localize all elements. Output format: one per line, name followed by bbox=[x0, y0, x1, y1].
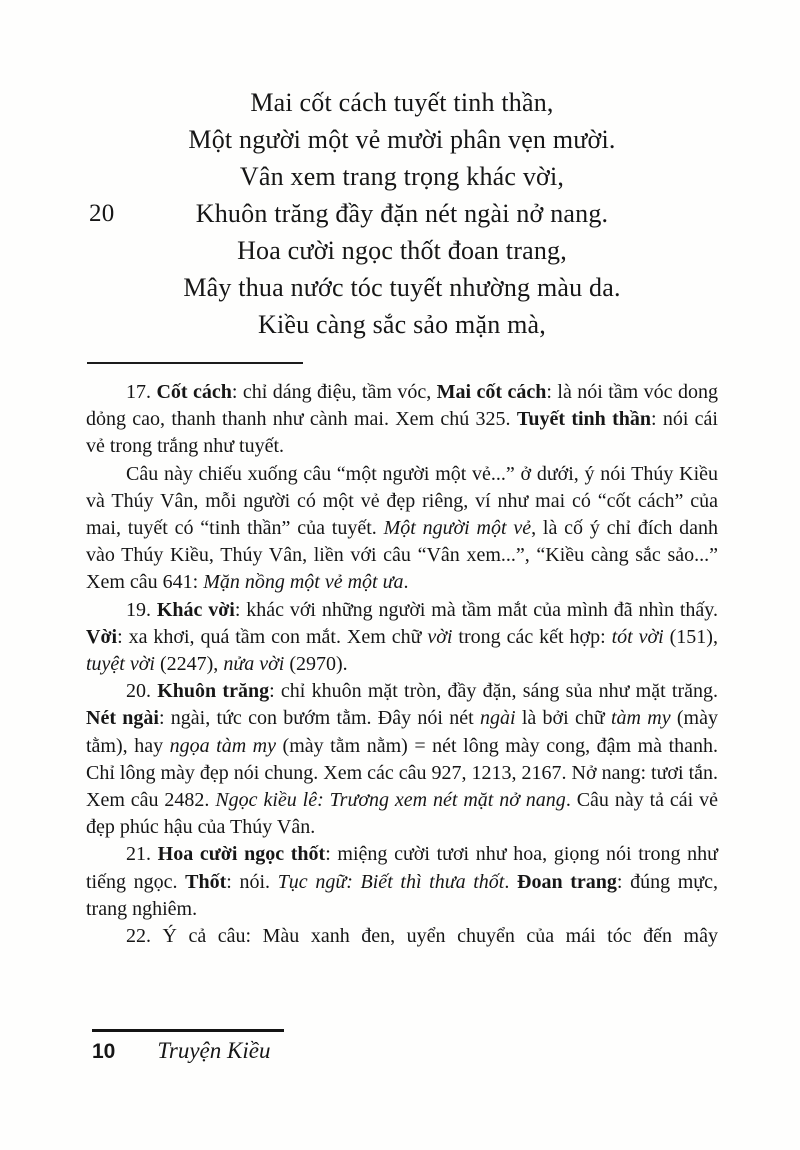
text-segment: Một người một vẻ bbox=[383, 517, 532, 540]
text-segment: ngài bbox=[479, 707, 516, 730]
verse-text: Một người một vẻ mười phân vẹn mười. bbox=[188, 125, 616, 154]
text-segment: nửa vời bbox=[223, 653, 285, 676]
verse-block bbox=[87, 84, 717, 343]
book-title: Truyện Kiều bbox=[157, 1038, 271, 1063]
text-segment: Khác vời bbox=[156, 598, 235, 621]
text-segment: : nói cái vẻ trong trắng như tuyết. bbox=[86, 408, 718, 458]
verse-line bbox=[87, 84, 717, 121]
footnote-21 bbox=[86, 841, 718, 923]
verse-text: Vân xem trang trọng khác vời, bbox=[239, 162, 565, 191]
text-segment: . Câu này tả cái vẻ đẹp phúc hậu của Thúy Vân. bbox=[86, 789, 719, 839]
text-segment: tuyệt vời bbox=[86, 653, 155, 676]
text-segment: : nói. bbox=[226, 870, 278, 893]
text-segment: (mày tằm), hay bbox=[86, 707, 718, 757]
text-segment: Mai cốt cách bbox=[436, 381, 547, 403]
page-footer bbox=[92, 1038, 270, 1064]
text-segment: (mày tằm nằm) = nét lông mày cong, đậm mà thanh. Chỉ lông mày đẹp nói chung. Xem các câu 927, 1213, 2167. Nở nang: tươi tắn. Xem câu 2482. bbox=[86, 734, 718, 812]
text-segment: Tuyết tinh thần bbox=[516, 408, 651, 431]
verse-line bbox=[87, 306, 717, 343]
text-segment: . bbox=[403, 571, 409, 594]
text-segment: Câu này chiếu xuống câu “một người một vẻ...” ở dưới, ý nói Thúy Kiều và Thúy Vân, mỗi người có một vẻ đẹp riêng, ví như mai có “cốt cách” của mai, tuyết có “tinh thần” của tuyết. bbox=[86, 462, 718, 540]
verse-text: Mây thua nước tóc tuyết nhường màu da. bbox=[183, 273, 621, 302]
text-segment: Hoa cười ngọc thốt bbox=[157, 843, 326, 866]
text-segment: Mặn nồng một vẻ một ưa bbox=[203, 571, 404, 594]
text-segment: : đúng mực, trang nghiêm. bbox=[86, 870, 718, 920]
text-segment: . bbox=[504, 870, 517, 893]
verse-line bbox=[87, 195, 717, 232]
text-segment: 22. Ý cả câu: Màu xanh đen, uyển chuyển của mái tóc đến mây bbox=[126, 925, 718, 948]
text-segment: (151), bbox=[663, 625, 718, 648]
text-segment: Ngọc kiều lê: Trương xem nét mặt nở nang bbox=[215, 789, 566, 812]
text-segment: : miệng cười tươi như hoa, giọng nói trong như tiếng ngọc. bbox=[86, 843, 719, 893]
verse-line bbox=[87, 158, 717, 195]
text-segment: 19. bbox=[126, 598, 157, 621]
text-segment: Tục ngữ: Biết thì thưa thốt bbox=[277, 870, 505, 893]
text-segment: Khuôn trăng bbox=[157, 680, 270, 703]
page-number: 10 bbox=[92, 1040, 116, 1063]
verse-text: Khuôn trăng đầy đặn nét ngài nở nang. bbox=[195, 199, 609, 228]
text-segment: tót vời bbox=[611, 625, 664, 648]
footer-rule bbox=[92, 1029, 284, 1032]
footnote-17 bbox=[86, 379, 718, 461]
text-segment: ngọa tàm my bbox=[169, 734, 277, 757]
text-segment: Cốt cách bbox=[156, 381, 232, 403]
text-segment: 21. bbox=[126, 843, 158, 866]
verse-text: Hoa cười ngọc thốt đoan trang, bbox=[237, 236, 567, 265]
footnote-divider bbox=[87, 362, 303, 364]
footnote-22 bbox=[86, 923, 718, 950]
verse-line bbox=[87, 232, 717, 269]
text-segment: 20. bbox=[126, 680, 158, 703]
text-segment: : chỉ dáng điệu, tầm vóc, bbox=[231, 381, 437, 403]
text-segment: Vời bbox=[86, 625, 118, 648]
verse-line bbox=[87, 121, 717, 158]
text-segment: tàm my bbox=[610, 707, 671, 730]
footnote-17-continuation bbox=[86, 461, 718, 597]
verse-text: Kiều càng sắc sảo mặn mà, bbox=[257, 310, 546, 339]
footnote-19 bbox=[86, 597, 718, 679]
text-segment: (2247), bbox=[154, 653, 224, 676]
footnotes-block bbox=[86, 379, 718, 950]
verse-line bbox=[87, 269, 717, 306]
text-segment: là bởi chữ bbox=[515, 707, 611, 730]
footnote-20 bbox=[86, 678, 718, 841]
text-segment: vời bbox=[427, 625, 453, 648]
text-segment: Nét ngài bbox=[86, 707, 159, 730]
text-segment: : khác với những người mà tầm mắt của mình đã nhìn thấy. bbox=[234, 598, 719, 621]
text-segment: Thốt bbox=[185, 870, 227, 893]
verse-line-number: 20 bbox=[89, 200, 115, 227]
text-segment: (2970). bbox=[284, 653, 348, 676]
text-segment: : chỉ khuôn mặt tròn, đầy đặn, sáng sủa như mặt trăng. bbox=[269, 680, 718, 703]
text-segment: trong các kết hợp: bbox=[452, 625, 612, 648]
text-segment: : là nói tầm vóc dong dỏng cao, thanh thanh như cành mai. Xem chú 325. bbox=[86, 381, 718, 431]
text-segment: 17. bbox=[126, 381, 157, 403]
text-segment: : xa khơi, quá tầm con mắt. Xem chữ bbox=[117, 625, 428, 648]
text-segment: Đoan trang bbox=[517, 870, 617, 893]
verse-text: Mai cốt cách tuyết tinh thần, bbox=[250, 88, 554, 117]
text-segment: : ngài, tức con bướm tằm. Đây nói nét bbox=[158, 707, 480, 730]
text-segment: , là cố ý chỉ đích danh vào Thúy Kiều, Thúy Vân, liền với câu “Vân xem...”, “Kiều càng sắc sảo...” Xem câu 641: bbox=[86, 517, 719, 594]
